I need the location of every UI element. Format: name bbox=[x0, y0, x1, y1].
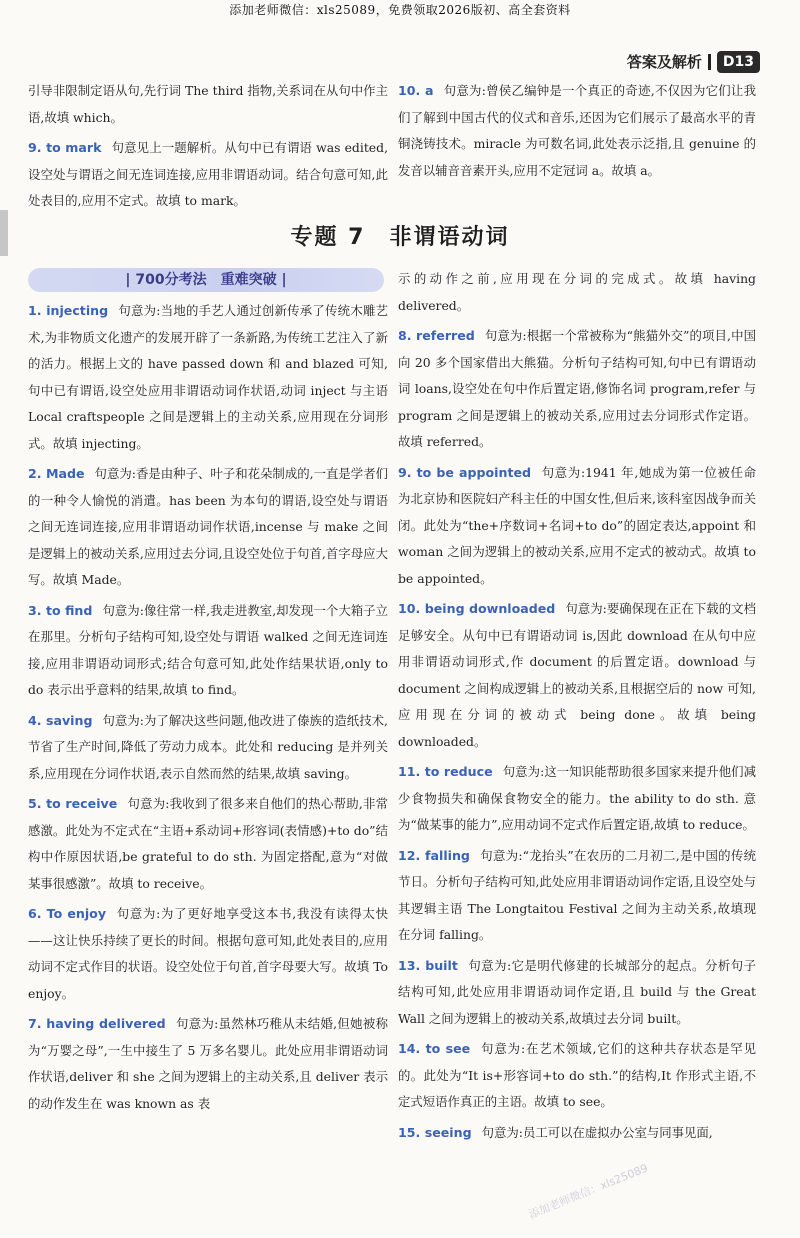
answer-entry bbox=[28, 461, 388, 594]
entry-answer: Made bbox=[45, 466, 85, 481]
entry-number: 11. bbox=[398, 764, 425, 779]
entry-number: 1. bbox=[28, 303, 47, 318]
entry-answer: to reduce bbox=[424, 764, 493, 779]
answer-entry bbox=[398, 759, 756, 839]
entry-explanation: 句意为:像往常一样,我走进教室,却发现一个大箱子立在那里。分析句子结构可知,设空处与谓语 walked 之间无连词连接,应用非谓语动词形式;结合句意可知,此处作结果状语,only to do 表示出乎意料的结果,故填 to find。 bbox=[28, 602, 389, 697]
answer-entry bbox=[398, 78, 756, 184]
entry-answer: built bbox=[425, 957, 458, 973]
entry-answer: having delivered bbox=[46, 1016, 166, 1031]
entry-number: 5. bbox=[28, 796, 47, 811]
header-label: 答案及解析 bbox=[626, 52, 702, 71]
entry-number: 2. bbox=[28, 466, 46, 481]
answer-entry bbox=[398, 1120, 756, 1147]
entry-number: 15. bbox=[398, 1124, 425, 1140]
entry-explanation: 句意为:这一知识能帮助很多国家来提升他们减少食物损失和确保食物安全的能力。the ability to do sth. 意为“做某事的能力”,应用动词不定式作后置定语,故填 to reduce。 bbox=[398, 764, 756, 832]
entry-number: 8. bbox=[398, 328, 417, 343]
entry-explanation: 句意为:要确保现在正在下载的文档足够安全。从句中已有谓语动词 is,因此 download 在从句中应用非谓语动词形式,作 document 的后置定语。download 与 document 之间构成逻辑上的被动关系,且根据空后的 now 可知,应用现在分词的被动式 being done。故填 being downloaded。 bbox=[398, 601, 756, 749]
entry-number: 12. bbox=[398, 847, 426, 863]
entry-answer: referred bbox=[416, 328, 475, 343]
entry-answer: to see bbox=[425, 1041, 471, 1056]
entry-explanation: 句意为:我收到了很多来自他们的热心帮助,非常感激。此处为不定式在“主语+系动词+形容词(表情感)+to do”结构中作原因状语,be grateful to do sth. 为固定搭配,意为“对做某事很感激”。故填 to receive。 bbox=[28, 796, 388, 891]
top-right-column bbox=[398, 78, 756, 188]
entry-answer: a bbox=[424, 83, 434, 98]
entry-answer: to be appointed bbox=[416, 464, 532, 480]
left-column bbox=[28, 298, 388, 1121]
answer-entry bbox=[28, 298, 388, 457]
answer-entry bbox=[398, 266, 756, 319]
watermark: 添加老师微信：xls25089 bbox=[526, 1161, 650, 1222]
entry-explanation: 句意为:在艺术领域,它们的这种共存状态是罕见的。此处为“It is+形容词+to do sth.”的结构,It 作形式主语,不定式短语作真正的主语。故填 to see。 bbox=[398, 1041, 756, 1109]
entry-answer: injecting bbox=[46, 303, 109, 318]
entry-explanation: 句意为:它是明代修建的长城部分的起点。分析句子结构可知,此处应用非谓语动词作定语,且 build 与 the Great Wall 之间为逻辑上的被动关系,故填过去分词 built。 bbox=[398, 957, 756, 1026]
entry-explanation: 引导非限制定语从句,先行词 The third 指物,关系词在从句中作主语,故填 which。 bbox=[28, 83, 388, 125]
entry-number: 3. bbox=[28, 602, 46, 618]
entry-explanation: 句意为:员工可以在虚拟办公室与同事见面, bbox=[481, 1124, 713, 1140]
answer-entry bbox=[28, 598, 388, 704]
entry-number: 9. bbox=[398, 464, 417, 480]
entry-number: 7. bbox=[28, 1016, 47, 1031]
entry-explanation: 句意为:为了解决这些问题,他改进了傣族的造纸技术,节省了生产时间,降低了劳动力成本。此处和 reducing 是并列关系,应用现在分词作状语,表示自然而然的结果,故填 saving。 bbox=[28, 712, 388, 781]
page-number-badge: D13 bbox=[717, 51, 760, 73]
entry-explanation: 句意为:1941 年,她成为第一位被任命为北京协和医院妇产科主任的中国女性,但后来,该科室因战争而关闭。此处为“the+序数词+名词+to do”的固定表达,appoint 和 woman 之间为逻辑上的被动关系,应用不定式的被动式。故填 to be appointed。 bbox=[398, 464, 756, 586]
answer-entry bbox=[28, 708, 388, 788]
entry-explanation: 句意见上一题解析。从句中已有谓语 was edited,设空处与谓语之间无连词连接,应用非谓语动词。结合句意可知,此处表目的,应用不定式。故填 to mark。 bbox=[28, 140, 389, 208]
entry-answer: to find bbox=[45, 602, 93, 618]
right-column bbox=[398, 266, 756, 1150]
entry-number: 4. bbox=[28, 712, 46, 728]
answer-entry bbox=[398, 323, 756, 456]
answer-entry bbox=[398, 843, 756, 949]
entry-answer: To enjoy bbox=[46, 906, 107, 921]
entry-explanation: 句意为:香是由种子、叶子和花朵制成的,一直是学者们的一种令人愉悦的消遣。has been 为本句的谓语,设空处与谓语之间无连词连接,应用非谓语动词作状语,incense 与 make 之间是逻辑上的被动关系,应用过去分词,且设空处位于句首,首字母应大写。故填 Made。 bbox=[28, 466, 388, 587]
entry-answer: to receive bbox=[46, 796, 118, 811]
answer-entry bbox=[398, 953, 756, 1033]
entry-number: 13. bbox=[398, 957, 426, 973]
answer-entry bbox=[28, 791, 388, 897]
answer-entry bbox=[28, 78, 388, 131]
entry-number: 9. bbox=[28, 140, 47, 155]
entry-explanation: 句意为:为了更好地享受这本书,我没有读得太快——这让快乐持续了更长的时间。根据句意可知,此处表目的,应用动词不定式作目的状语。设空处位于句首,首字母要大写。故填 To enjoy。 bbox=[28, 906, 388, 1001]
entry-explanation: 句意为:“龙抬头”在农历的二月初二,是中国的传统节日。分析句子结构可知,此处应用非谓语动词作定语,且设空处与其逻辑主语 The Longtaitou Festival 之间为主动关系,故填现在分词 falling。 bbox=[398, 847, 756, 942]
answer-entry bbox=[398, 460, 756, 593]
entry-answer: falling bbox=[425, 847, 470, 863]
section-title: 专题 7 非谓语动词 bbox=[290, 225, 510, 250]
entry-explanation: 句意为:曾侯乙编钟是一个真正的奇迹,不仅因为它们让我们了解到中国古代的仪式和音乐,还因为它们展示了最高水平的青铜浇铸技术。miracle 为可数名词,此处表示泛指,且 genuine 的发音以辅音音素开头,应用不定冠词 a。故填 a。 bbox=[398, 83, 756, 178]
entry-answer: saving bbox=[45, 712, 93, 728]
entry-answer: being downloaded bbox=[424, 601, 556, 616]
entry-explanation: 句意为:虽然林巧稚从未结婚,但她被称为“万婴之母”,一生中接生了 5 万多名婴儿。此处应用非谓语动词作状语,deliver 和 she 之间为逻辑上的主动关系,且 deliver 表示的动作发生在 was known as 表 bbox=[28, 1016, 388, 1111]
entry-number: 10. bbox=[398, 601, 425, 616]
entry-explanation: 示的动作之前,应用现在分词的完成式。故填 having delivered。 bbox=[398, 271, 756, 313]
entry-number: 14. bbox=[398, 1041, 426, 1056]
page-header bbox=[627, 50, 760, 74]
top-note: 添加老师微信：xls25089，免费领取2026版初、高全套资料 bbox=[229, 3, 571, 17]
entry-number: 6. bbox=[28, 906, 47, 921]
entry-explanation: 句意为:根据一个常被称为“熊猫外交”的项目,中国向 20 多个国家借出大熊猫。分析句子结构可知,句中已有谓语动词 loans,设空处在句中作后置定语,修饰名词 program,refer 与 program 之间是逻辑上的被动关系,应用过去分词形式作定语。故填 referred。 bbox=[398, 328, 756, 449]
entry-explanation: 句意为:当地的手艺人通过创新传承了传统木雕艺术,为非物质文化遗产的发展开辟了一条新路,为传统工艺注入了新的活力。根据上文的 have passed down 和 and blazed 可知,句中已有谓语,设空处应用非谓语动词作状语,动词 inject 与主语 Local craftspeople 之间是逻辑上的主动关系,应用现在分词形式。故填 injecting。 bbox=[28, 303, 388, 451]
answer-entry bbox=[398, 596, 756, 755]
answer-entry bbox=[28, 135, 388, 215]
answer-entry bbox=[28, 1011, 388, 1117]
section-banner: | 700分考法 重难突破 | bbox=[28, 268, 384, 292]
entry-answer: seeing bbox=[424, 1124, 472, 1140]
header-divider bbox=[708, 54, 711, 70]
answer-entry bbox=[398, 1036, 756, 1116]
answer-entry bbox=[28, 901, 388, 1007]
entry-number: 10. bbox=[398, 83, 425, 98]
top-left-column bbox=[28, 78, 388, 219]
entry-answer: to mark bbox=[46, 140, 102, 155]
